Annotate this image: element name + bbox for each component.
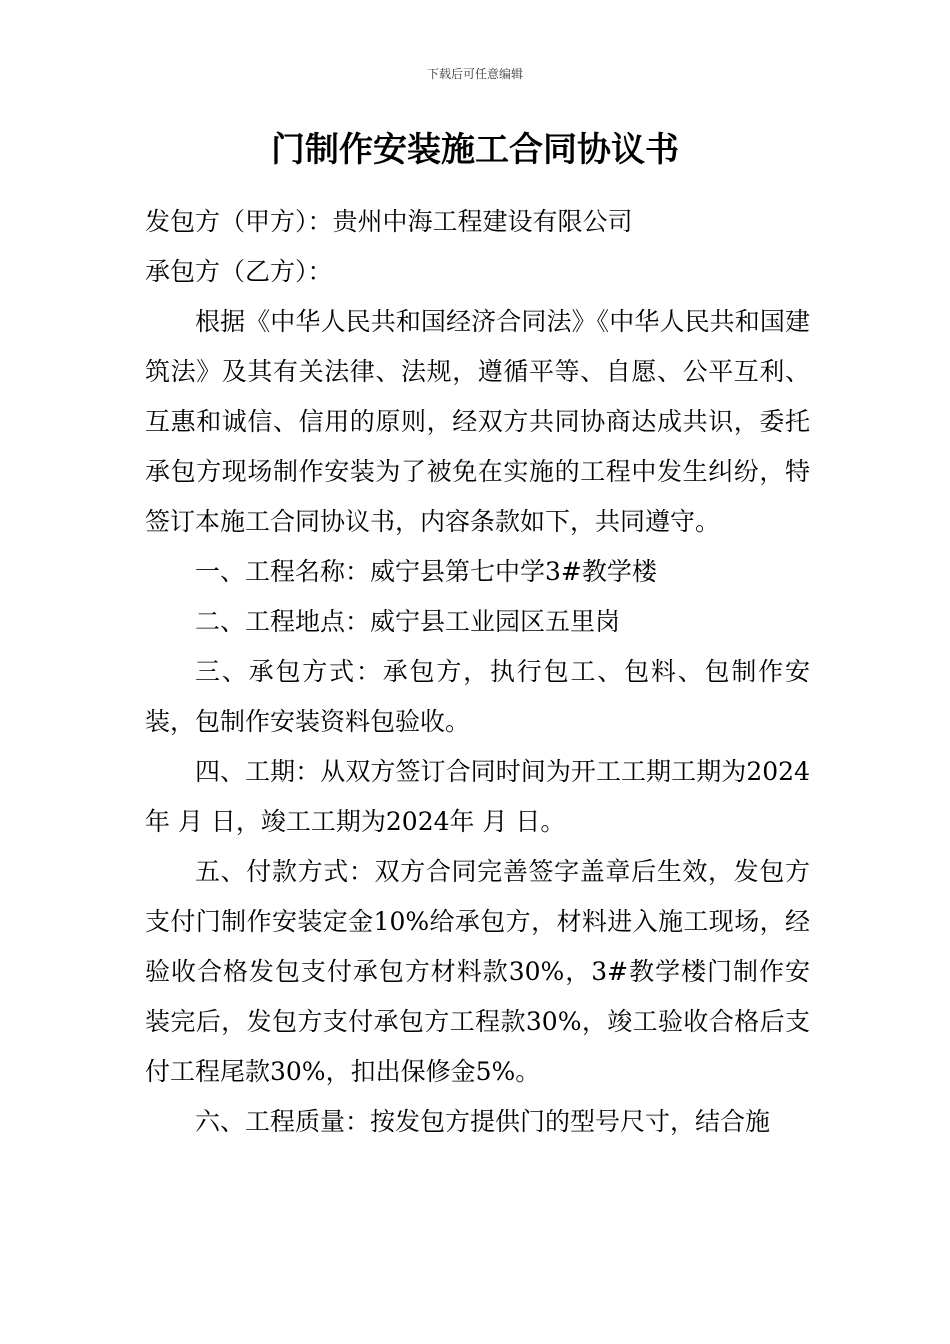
clause-quality: 六、工程质量：按发包方提供门的型号尺寸，结合施 <box>195 1107 771 1136</box>
document-title: 门制作安装施工合同协议书 <box>271 130 679 170</box>
header-note: 下载后可任意编辑 <box>426 67 523 81</box>
party-a-line: 发包方（甲方）：贵州中海工程建设有限公司 <box>145 207 633 236</box>
preamble-paragraph: 根据《中华人民共和国经济合同法》《中华人民共和国建筑法》及其有关法律、法规，遵循平等、自愿、公平互利、互惠和诚信、信用的原则，经双方共同协商达成共识，委托承包方现场制作安装为了被免在实施的工程中发生纠纷，特签订本施工合同协议书，内容条款如下，共同遵守。 <box>145 307 810 536</box>
party-b-line: 承包方（乙方）： <box>145 257 333 286</box>
clause-payment: 五、付款方式：双方合同完善签字盖章后生效，发包方支付门制作安装定金10%给承包方，材料进入施工现场，经验收合格发包支付承包方材料款30%，3#教学楼门制作安装完后，发包方支付承包方工程款30%，竣工验收合格后支付工程尾款30%，扣出保修金5%。 <box>145 857 810 1086</box>
clause-schedule: 四、工期：从双方签订合同时间为开工工期工期为2024年 月 日，竣工工期为2024年 月 日。 <box>145 757 810 836</box>
clause-project-location: 二、工程地点：威宁县工业园区五里岗 <box>195 607 621 636</box>
clause-contract-method: 三、承包方式：承包方，执行包工、包料、包制作安装，包制作安装资料包验收。 <box>145 657 810 736</box>
document-body <box>145 197 810 1147</box>
clause-project-name: 一、工程名称：威宁县第七中学3#教学楼 <box>195 557 657 586</box>
